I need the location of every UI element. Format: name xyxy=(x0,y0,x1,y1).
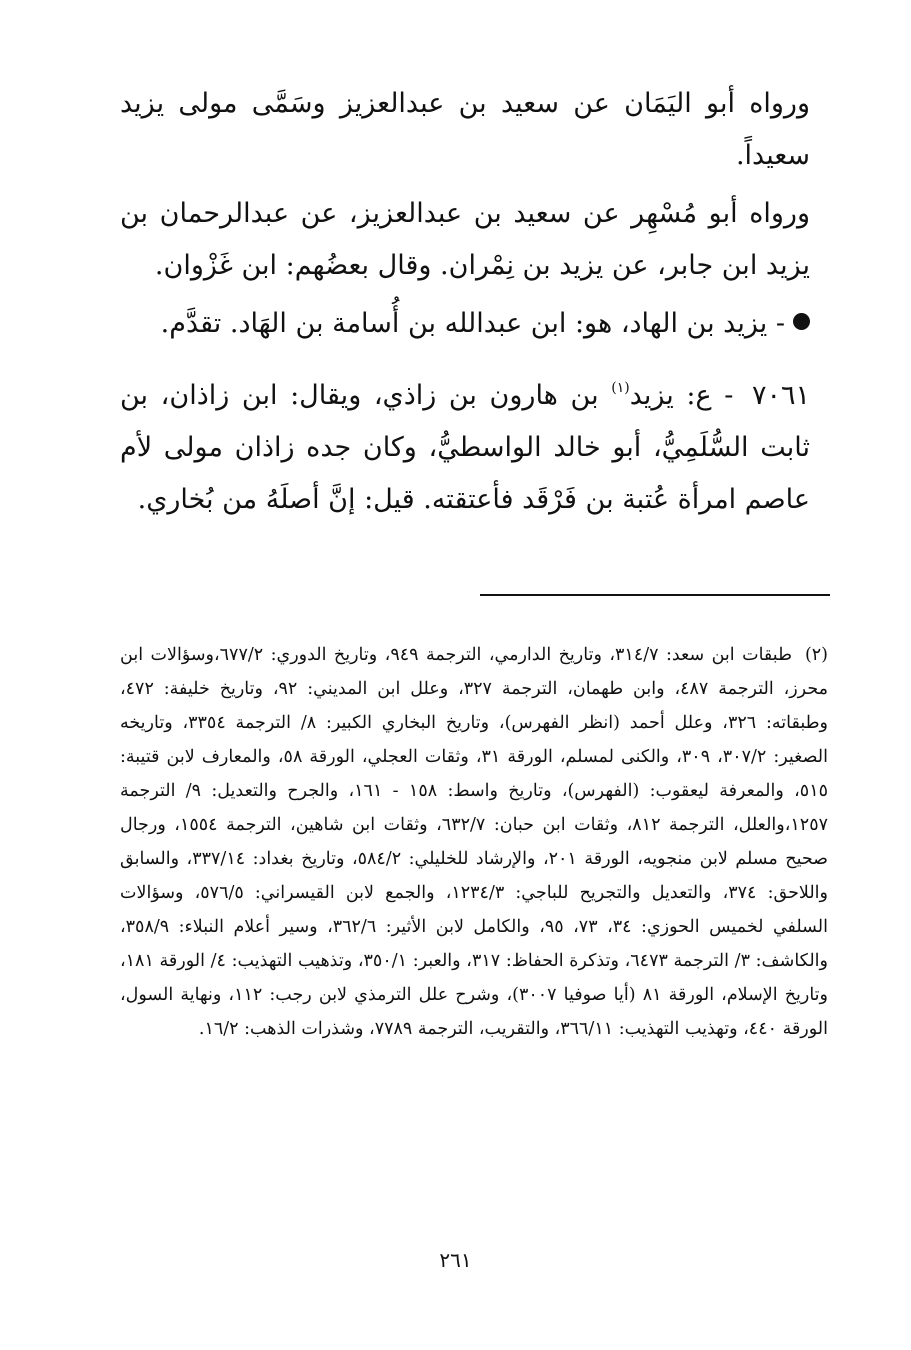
bullet-note xyxy=(120,298,810,350)
entry-heading: - ع: يزيد xyxy=(629,380,734,411)
entry-number: ٧٠٦١ xyxy=(751,380,810,411)
page-number: ٢٦١ xyxy=(439,1248,472,1272)
footnote xyxy=(120,638,828,1046)
footnote-separator xyxy=(480,594,830,596)
bullet-icon xyxy=(793,313,810,330)
footnote-marker: (٢) xyxy=(804,645,828,665)
narration-text-2: ورواه أبو مُسْهِر عن سعيد بن عبدالعزيز، عن عبدالرحمان بن يزيد ابن جابر، عن يزيد بن نِمْران. وقال بعضُهم: ابن غَزْوان. xyxy=(120,198,810,281)
bullet-note-text: - يزيد بن الهاد، هو: ابن عبدالله بن أُسامة بن الهَاد. تقدَّم. xyxy=(160,308,785,339)
narration-text-1: ورواه أبو اليَمَان عن سعيد بن عبدالعزيز وسَمَّى مولى يزيد سعيداً. xyxy=(120,88,810,171)
page-body xyxy=(120,78,829,1318)
biography-entry xyxy=(120,370,810,526)
narration-paragraph xyxy=(120,188,810,292)
entry-text: بن هارون بن زاذي، ويقال: ابن زاذان، بن ثابت السُّلَمِيُّ، أبو خالد الواسطيُّ، وكان جده زاذان مولى لأم عاصم امرأة عُتبة بن فَرْقَد فأعتقته. قيل: إنَّ أصلَهُ من بُخاري. xyxy=(120,380,810,515)
narration-line xyxy=(120,78,810,182)
footnote-reference: (١) xyxy=(611,380,630,396)
footnote-text: طبقات ابن سعد: ٣١٤/٧، وتاريخ الدارمي، الترجمة ٩٤٩، وتاريخ الدوري: ٦٧٧/٢،وسؤالات ابن محرز، الترجمة ٤٨٧، وابن طهمان، الترجمة ٣٢٧، وعلل ابن المديني: ٩٢، وتاريخ خليفة: ٤٧٢، وطبقاته: ٣٢٦، وعلل أحمد (انظر الفهرس)، وتاريخ البخاري الكبير: ٨/ الترجمة ٣٣٥٤، وتاريخه الصغير: ٣٠٧/٢، ٣٠٩، والكنى لمسلم، الورقة ٣١، وثقات العجلي، الورقة ٥٨، والمعارف لابن قتيبة: ٥١٥، والمعرفة ليعقوب: (الفهرس)، وتاريخ واسط: ١٥٨ - ١٦١، والجرح والتعديل: ٩/ الترجمة ١٢٥٧،والعلل، الترجمة ٨١٢، وثقات ابن حبان: ٦٣٢/٧، وثقات ابن شاهين، الترجمة ١٥٥٤، ورجال صحيح مسلم لابن منجويه، الورقة ٢٠١، والإرشاد للخليلي: ٥٨٤/٢، وتاريخ بغداد: ٣٣٧/١٤، والسابق واللاحق: ٣٧٤، والتعديل والتجريح للباجي: ١٢٣٤/٣، والجمع لابن القيسراني: ٥٧٦/٥، وسؤالات السلفي لخميس الحوزي: ٣٤، ٧٣، ٩٥، والكامل لابن الأثير: ٣٦٢/٦، وسير أعلام النبلاء: ٣٥٨/٩، والكاشف: ٣/ الترجمة ٦٤٧٣، وتذكرة الحفاظ: ٣١٧، والعبر: ٣٥٠/١، وتذهيب التهذيب: ٤/ الورقة ١٨١، وتاريخ الإسلام، الورقة ٨١ (أيا صوفيا ٣٠٠٧)، وشرح علل الترمذي لابن رجب: ١١٢، ونهاية السول، الورقة ٤٤٠، وتهذيب التهذيب: ٣٦٦/١١، والتقريب، الترجمة ٧٧٨٩، وشذرات الذهب: ١٦/٢. xyxy=(120,645,829,1039)
